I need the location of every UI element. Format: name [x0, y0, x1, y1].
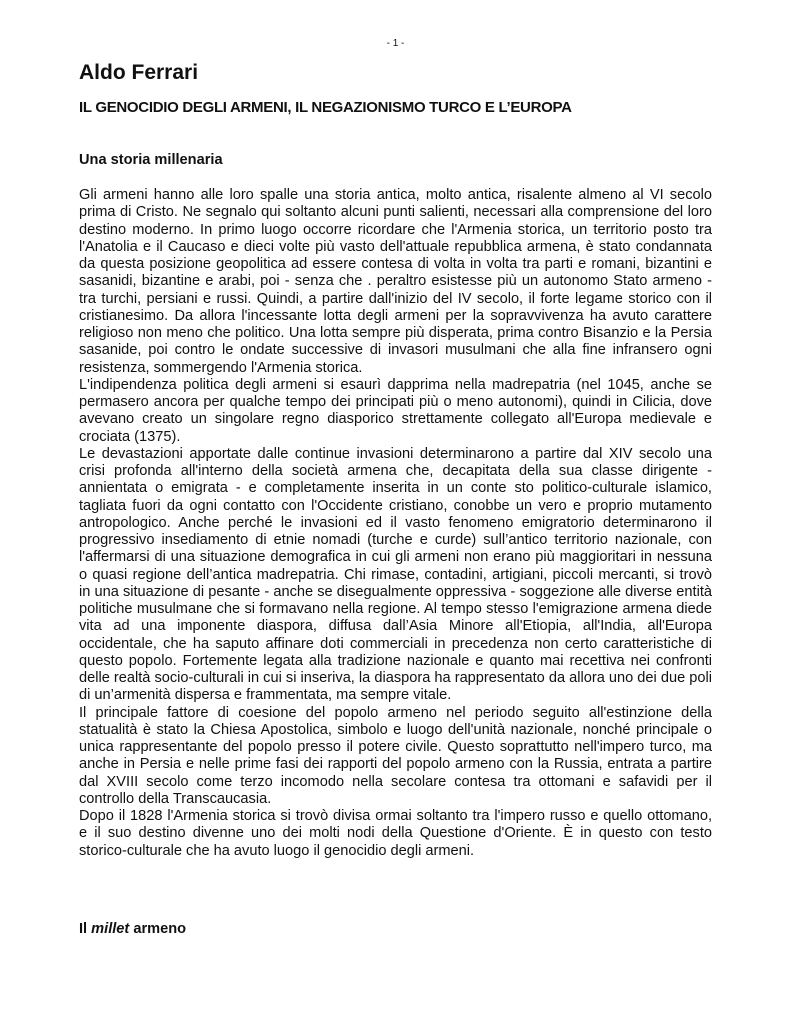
section-heading-suffix: armeno: [129, 921, 187, 937]
paragraph: Le devastazioni apportate dalle continue invasioni determinarono a partire dal XIV secolo una crisi profonda all'interno della società armena che, decapitata della sua classe dirigente - annientata o emigrata - e completamente inserita in un conte sto politico-culturale islamico, tagliata fuori da ogni contatto con l'Occidente cristiano, conobbe un vero e proprio mutamento antropologico. Anche perché le invasioni ed il vasto fenomeno emigratorio determinarono il progressivo insediamento di etnie nomadi (turche e curde) sull’antico territorio nazionale, con l'affermarsi di una situazione demografica in cui gli armeni non erano più maggioritari in nessuna o quasi regione dell’antica madrepatria. Chi rimase, contadini, artigiani, piccoli mercanti, si trovò in una situazione di pesante - anche se disegualmente oppressiva - soggezione alle diverse entità politiche musulmane che si formavano nella regione. Al tempo stesso l'emigrazione armena diede vita ad una imponente diaspora, diffusa dall’Asia Minore all'Etiopia, all'India, all'Europa occidentale, che ha saputo affinare doti commerciali in precedenza non certo caratteristiche di questo popolo. Fortemente legata alla tradizione nazionale e quanto mai recettiva nei confronti delle realtà socio-culturali in cui si inseriva, la diaspora ha rappresentato da allora uno dei due poli di un’armenità dispersa e frammentata, ma sempre vitale.: [79, 445, 712, 704]
section-heading-italic: millet: [91, 921, 130, 937]
paragraph: Gli armeni hanno alle loro spalle una storia antica, molto antica, risalente almeno al VI secolo prima di Cristo. Ne segnalo qui soltanto alcuni punti salienti, necessari alla comprensione del loro destino moderno. In primo luogo occorre ricordare che l'Armenia storica, un territorio posto tra l'Anatolia e il Caucaso e dieci volte più vasto dell'attuale repubblica armena, è stato condannata da questa posizione geopolitica ad essere contesa di volta in volta tra parti e romani, bizantini e sasanidi, bizantine e arabi, poi - senza che . peraltro esistesse più un autonomo Stato armeno - tra turchi, persiani e russi. Quindi, a partire dall'inizio del IV secolo, il forte legame storico con il cristianesimo. Da allora l'incessante lotta degli armeni per la sopravvivenza ha avuto carattere religioso non meno che politico. Una lotta sempre più disperata, prima contro Bisanzio e la Persia sasanide, poi contro le ondate successive di invasori musulmani che alla fine infransero ogni resistenza, sommergendo l'Armenia storica.: [79, 187, 712, 376]
document-title: IL GENOCIDIO DEGLI ARMENI, IL NEGAZIONISMO TURCO E L’EUROPA: [79, 99, 572, 116]
paragraph: Il principale fattore di coesione del popolo armeno nel periodo seguito all'estinzione della statualità è stato la Chiesa Apostolica, simbolo e luogo dell'unità nazionale, nonché principale o unica rappresentante del popolo presso il potere civile. Questo soprattutto nell'impero turco, ma anche in Persia e nelle prime fasi dei rapporti del popolo armeno con la Russia, entrata a partire dal XVIII secolo come terzo incomodo nella secolare contesa tra ottomani e safavidi per il controllo della Transcaucasia.: [79, 704, 712, 807]
section-heading-millet-armeno: [79, 921, 186, 937]
paragraph: Dopo il 1828 l'Armenia storica si trovò divisa ormai soltanto tra l'impero russo e quello ottomano, e il suo destino divenne uno dei molti nodi della Questione d'Oriente. È in questo con testo storico-culturale che ha avuto luogo il genocidio degli armeni.: [79, 808, 712, 859]
page-number: - 1 -: [386, 38, 405, 49]
body-text: [79, 187, 712, 860]
section-heading-prefix: Il: [79, 921, 92, 937]
section-heading-storia-millenaria: Una storia millenaria: [79, 152, 223, 168]
author-name: Aldo Ferrari: [79, 61, 199, 84]
paragraph: L'indipendenza politica degli armeni si esaurì dapprima nella madrepatria (nel 1045, anche se permasero ancora per qualche tempo dei principati più o meno autonomi), quindi in Cilicia, dove avevano creato un singolare regno diasporico strettamente collegato all'Europa medievale e crociata (1375).: [79, 376, 712, 445]
